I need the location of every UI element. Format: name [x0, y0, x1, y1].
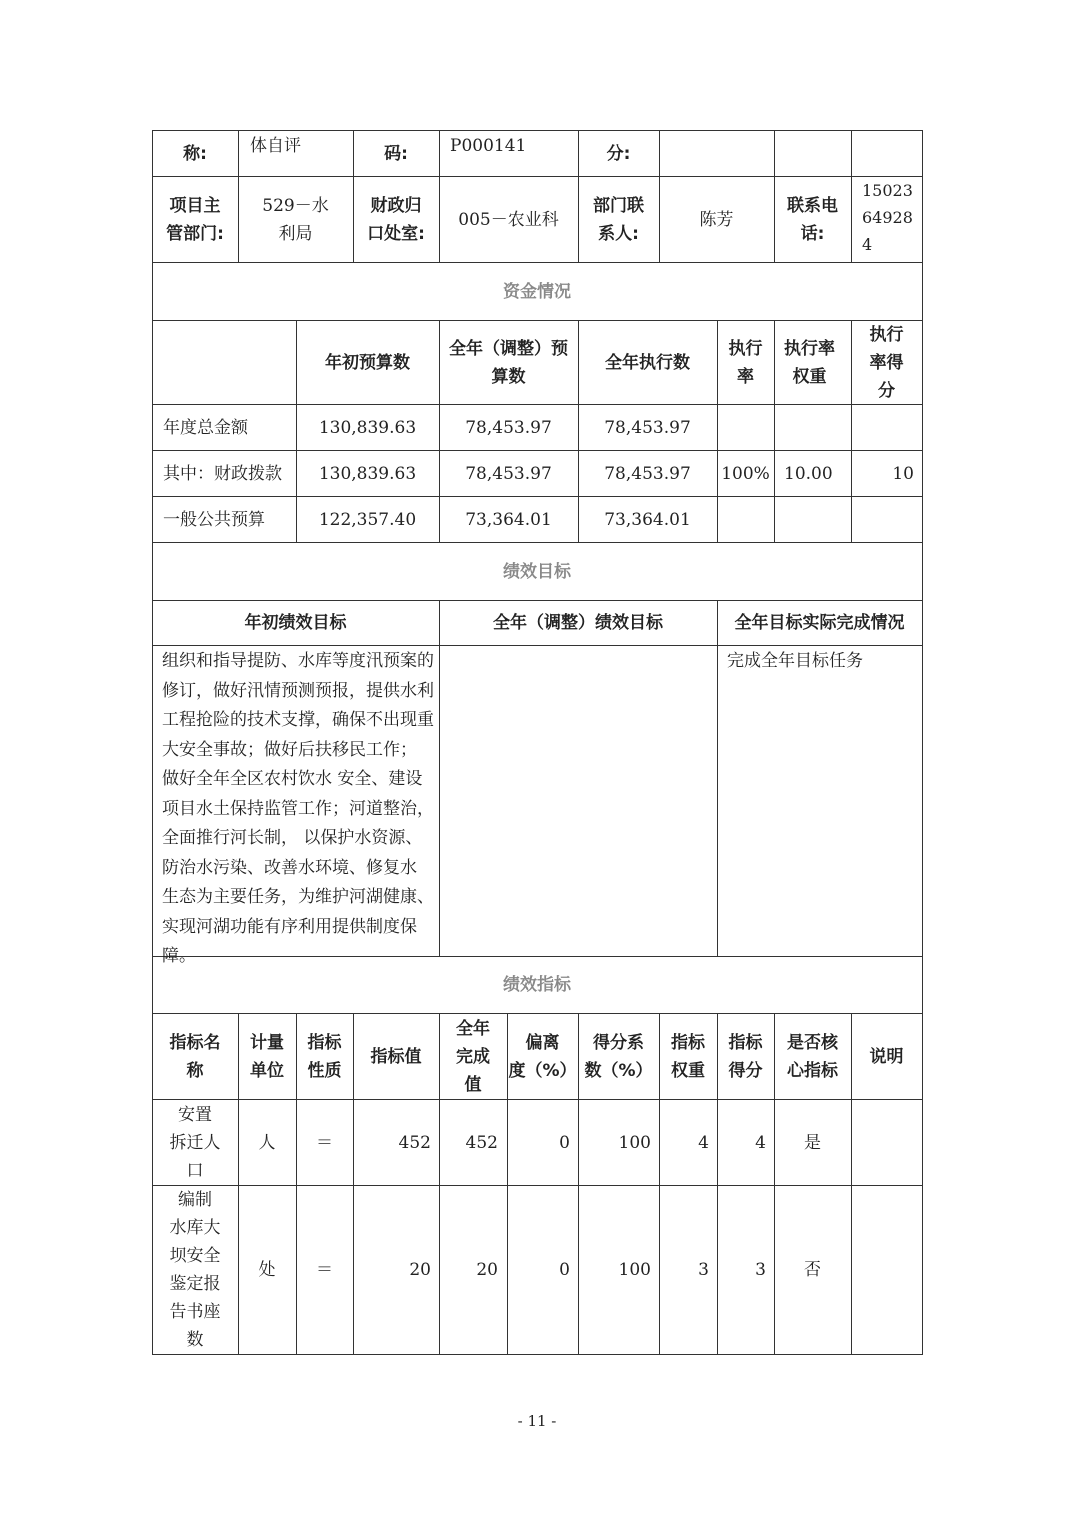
ind-row-deviation: 0: [559, 1132, 570, 1153]
ind-row-deviation: 0: [559, 1260, 570, 1280]
goals-col-adjusted: 全年（调整）绩效目标: [493, 613, 663, 633]
col-divider: [439, 600, 440, 956]
funds-section-title: 资金情况: [503, 281, 571, 302]
contact-label: 部门联 系人:: [593, 195, 644, 244]
funds-row-label: 其中：财政拨款: [163, 463, 282, 484]
contact-value: 陈芳: [699, 209, 734, 230]
table-border-bottom: [152, 1354, 923, 1355]
goals-adjusted-text: [448, 647, 710, 955]
goals-col-actual: 全年目标实际完成情况: [734, 613, 905, 633]
ind-row-target: 452: [398, 1132, 431, 1153]
phone-label: 联系电 话:: [787, 195, 838, 244]
ind-row-core: 是: [804, 1132, 821, 1153]
goals-actual-text: 完成全年目标任务: [727, 651, 863, 671]
ind-row-nature: ＝: [316, 1132, 333, 1153]
funds-col-score: 执行 率得 分: [869, 324, 904, 401]
funds-col-executed: 全年执行数: [605, 352, 690, 373]
phone-value: 15023 64928 4: [862, 181, 913, 254]
col-divider: [717, 600, 718, 956]
ind-col-score: 指标 得分: [728, 1032, 763, 1081]
funds-row-score: 10: [892, 463, 914, 484]
ind-col-nature: 指标 性质: [307, 1032, 342, 1081]
dept-label: 项目主 管部门:: [166, 195, 224, 244]
ind-row-coef: 100: [618, 1132, 651, 1153]
funds-col-weight: 执行率 权重: [784, 338, 835, 387]
ind-row-weight: 3: [698, 1260, 709, 1280]
ind-col-core: 是否核 心指标: [787, 1032, 838, 1081]
ind-row-actual: 20: [476, 1260, 498, 1280]
ind-col-actual: 全年 完成 值: [456, 1018, 490, 1095]
ind-row-target: 20: [409, 1260, 431, 1280]
ind-row-name: 编制 水库大 坝安全 鉴定报 告书座 数: [169, 1190, 221, 1350]
finance-office-value: 005－农业科: [458, 209, 559, 230]
funds-row-adjusted: 78,453.97: [465, 417, 552, 438]
project-code-label: 码:: [384, 143, 408, 164]
ind-col-unit: 计量 单位: [250, 1032, 284, 1081]
ind-row-score: 3: [755, 1260, 766, 1280]
ind-col-name: 指标名 称: [169, 1032, 221, 1081]
funds-col-rate: 执行 率: [728, 338, 763, 387]
funds-row-executed: 73,364.01: [604, 509, 691, 530]
funds-row-weight: 10.00: [784, 463, 833, 484]
ind-row-weight: 4: [698, 1132, 709, 1153]
ind-row-note: [851, 1186, 922, 1354]
ind-row-nature: ＝: [316, 1260, 333, 1280]
project-code-value: P000141: [450, 136, 527, 156]
ind-row-score: 4: [755, 1132, 766, 1153]
funds-row-initial: 122,357.40: [318, 509, 417, 530]
indicators-section-title: 绩效指标: [503, 975, 571, 995]
funds-row-label: 年度总金额: [163, 417, 248, 438]
ind-col-weight: 指标 权重: [671, 1032, 705, 1081]
ind-row-unit: 处: [258, 1260, 276, 1280]
score-label: 分:: [606, 143, 631, 164]
col-divider: [851, 130, 852, 262]
goals-initial-text: 组织和指导提防、水库等度汛预案的修订，做好汛情预测预报，提供水利工程抢险的技术支撑，确保不出现重大安全事故；做好后扶移民工作； 做好全年全区农村饮水 安全、建设项目水土保持监管工作；河道整治，全面推行河长制， 以保护水资源、防治水污染、改善水环境、修复水 生态为主要任务，为维护河湖健康、实现河湖功能有序利用提供制度保障。: [162, 651, 434, 966]
funds-col-adjusted: 全年（调整）预 算数: [449, 338, 568, 387]
ind-row-actual: 452: [465, 1132, 498, 1153]
ind-col-coef: 得分系 数（%）: [584, 1032, 653, 1081]
funds-row-rate: 100%: [721, 463, 770, 484]
ind-row-core: 否: [804, 1260, 821, 1280]
ind-row-unit: 人: [258, 1132, 276, 1153]
funds-row-executed: 78,453.97: [604, 463, 691, 484]
funds-row-initial: 130,839.63: [318, 417, 417, 438]
funds-col-initial: 年初预算数: [325, 352, 410, 373]
project-name-label: 称:: [183, 143, 207, 164]
ind-col-note: 说明: [869, 1046, 904, 1067]
goals-section-title: 绩效目标: [503, 561, 571, 582]
funds-row-adjusted: 78,453.97: [465, 463, 552, 484]
ind-row-coef: 100: [618, 1260, 651, 1280]
ind-row-name: 安置 拆迁人 口: [169, 1104, 221, 1181]
funds-row-label: 一般公共预算: [163, 509, 265, 530]
project-name-value: 体自评: [250, 136, 301, 156]
dept-value: 529－水 利局: [262, 195, 329, 244]
table-border-right: [922, 130, 923, 1354]
ind-col-target: 指标值: [370, 1046, 422, 1067]
finance-office-label: 财政归 口处室:: [367, 195, 425, 244]
funds-row-initial: 130,839.63: [318, 463, 417, 484]
row-divider: [152, 645, 923, 646]
ind-row-note: [851, 1100, 922, 1185]
funds-row-executed: 78,453.97: [604, 417, 691, 438]
ind-col-deviation: 偏离 度（%）: [508, 1032, 577, 1081]
funds-row-adjusted: 73,364.01: [465, 509, 552, 530]
page-number: - 11 -: [517, 1412, 557, 1430]
goals-col-initial: 年初绩效目标: [244, 613, 347, 633]
